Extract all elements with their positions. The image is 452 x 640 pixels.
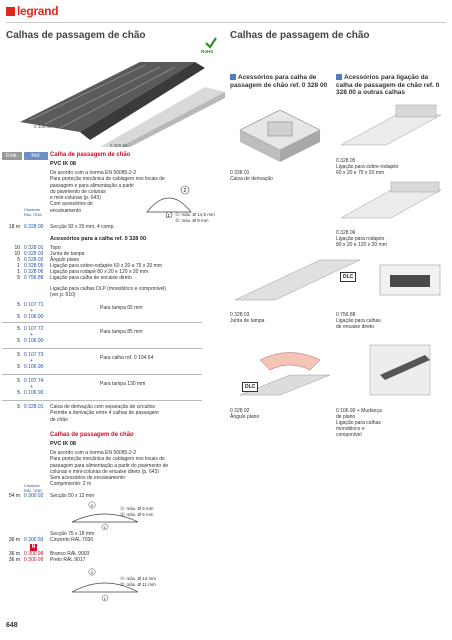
table-row-desc: Ligação para calha de encaixe direto [50,275,132,281]
table-row-ref: 0 328 03 [24,251,44,257]
caption-0-328-05: 0 328 05 Ligação para sobre-rodapés 60 x 20 e 75 x 20 mm [336,158,399,176]
table-row-emb: 5 [17,326,20,332]
section1-color-note: Cinzento RAL 7016 [24,207,42,217]
table-row-desc: Ângulo plano [50,257,80,263]
table-row-ref: 0 756 88 [24,275,44,281]
table-row-ref: 0 107 73 [24,352,44,358]
table-row-desc: Para tampa 130 mm [100,381,146,387]
table-row-ref: 0 300 93 [24,537,44,543]
accessories-header-2: Acessórios para ligação da calha de passagem de chão ref. 0 328 00 a outras calhas [336,74,440,96]
table-row-emb: 5 [17,364,20,370]
legrand-logo-mark [6,7,15,16]
svg-text:1: 1 [103,596,106,601]
table-row-desc: Junta de tampa [50,251,85,257]
table-row-desc: Secção 50 x 12 mm [50,493,95,499]
header-rule [6,22,446,23]
table-row-ref: 0 300 99 [24,557,44,563]
photo-label-ref-a: 0 328 00 [34,124,52,129]
dlc-label: DLC [340,272,356,282]
table-row-emb: 36 m [8,551,20,557]
table-row-ref: 0 328 06 [24,269,44,275]
section3-color-note: Cinzento RAL 7030 [24,483,42,493]
table-row-emb: 5 [17,404,20,410]
table-row-emb: 5 [17,378,20,384]
table-row-ref: 0 107 74 [24,378,44,384]
caption-0-756-88: 0 756 88 Ligação para calhas de encaixe direto [336,312,381,330]
table-row-desc: Caixa de derivação com separação de circuitos Permite a derivação entre 4 calhas de passagem de chão [50,404,159,423]
plus-sign: + [30,308,33,314]
table-row-ref: 0 106 90 [24,314,44,320]
table-row-emb: 5 [17,257,20,263]
section1-sub: PVC IK 08 [50,161,76,167]
table-row-emb: 54 m [8,493,20,499]
blue-square-icon [336,74,342,80]
table-row-emb: 5 [17,314,20,320]
brand-logo: legrand [17,4,59,18]
dlp-note: Ligação para calhas DLP (monobloco e componível) (ver p. 610) [50,286,167,299]
table-row-emb: 10 [14,245,20,251]
table-row-emb: 36 m [8,537,20,543]
rohs-check-icon [205,36,217,50]
table-row-desc: Ligação para sobre-rodapés 60 x 20 e 75 x 20 mm [50,263,163,269]
skirting-connection-image-2 [336,178,446,228]
table-row-desc: Preto RAL 9017 [50,557,86,563]
cover-joint-image [230,245,445,310]
table-row-desc: Topo [50,245,61,251]
svg-text:1: 1 [103,525,106,530]
plus-sign: + [30,332,33,338]
section1-text: De acordo com a norma EN 50085-2-2 Para proteção mecânica de cablagem nos locais de passagem e para alimentação a partir do pavimento de colunas e mini-colunas (p. 643) Com acessórios de encaixamento [50,170,165,214]
flat-angle-image [230,335,445,405]
svg-text:2: 2 [90,570,93,575]
row-divider [2,322,202,323]
table-row-emb: 36 m [8,557,20,563]
table-row-emb: 1 [17,269,20,275]
row-divider [2,348,202,349]
dlc-label-2: DLC [242,382,258,392]
table-row-desc: Cinzento RAL 7030 [50,537,94,543]
page-number: 648 [6,622,18,629]
section3-title: Calhas de passagem de chão [50,432,134,438]
table-row-ref: 0 107 71 [24,302,44,308]
table-row-emb: 5 [17,275,20,281]
table-row-emb: 5 [17,338,20,344]
table-row-ref: 0 106 90 [24,390,44,396]
floor-duct-product-image [20,62,225,147]
plus-sign: + [30,358,33,364]
table-row-desc: Ligação para rodapé 80 x 20 e 120 x 20 mm [50,269,149,275]
table-row-emb: 18 m [8,224,20,230]
section3-text: De acordo com a norma EN 50085-2-2 Para proteção mecânica de cablagem nos locais de passagem para alimentação a partir do pavimento de colunas e mini-colunas de encaixe direto (p. 643) Sem acessórios de encaixamento Comprimento: 2 m [50,450,169,488]
table-row-desc: Secção 92 x 20 mm, 4 comp. [50,224,115,230]
table-row-ref: 0 106 90 [24,338,44,344]
caption-0-328-06: 0 328 06 Ligação para rodapés 80 x 20 e 120 x 20 mm [336,230,387,248]
col-header-emb: Emb. [2,152,22,160]
section3-dims-2: ①: máx. Ø 14 mm ②: máx. Ø 11 mm [120,576,157,587]
section1-title: Calha de passagem de chão [50,152,131,158]
table-row-emb: 5 [17,302,20,308]
table-row-desc: Para tampa 65 mm [100,305,143,311]
table-row-ref: 0 106 90 [24,364,44,370]
caption-0-328-01: 0 328 01 Caixa de derivação [230,170,273,182]
row-divider [2,374,202,375]
section3-sub: PVC IK 08 [50,441,76,447]
caption-0-328-02: 0 328 02 Ângulo plano [230,408,260,420]
svg-text:2: 2 [90,503,93,508]
table-row-emb: 1 [17,263,20,269]
section1-dims: ①: máx. Ø 14,5 mm ②: máx. Ø 9 mm [175,212,215,223]
table-row-ref: 0 300 92 [24,493,44,499]
table-row-emb: 10 [14,251,20,257]
svg-text:2: 2 [183,188,187,194]
table-row-ref: 0 328 01 [24,404,44,410]
blue-square-icon [230,74,236,80]
table-row-ref: 0 328 02 [24,257,44,263]
section3-dims-1: ①: máx. Ø 9 mm ②: máx. Ø 6 mm [120,506,154,517]
derivation-box-image [230,100,330,170]
table-row-desc: Branco RAL 9003 [50,551,90,557]
table-row-ref: 0 328 01 [24,245,44,251]
plus-sign: + [30,384,33,390]
table-row-desc: Para tampa 85 mm [100,329,143,335]
caption-0-106-90: 0 106 90 + Mudança de plano Ligação para calhas monobloco e componível [336,408,382,438]
table-row-ref: 0 328 05 [24,263,44,269]
table-row-emb: 5 [17,352,20,358]
new-badge: N [31,544,36,550]
table-row-ref: 0 107 72 [24,326,44,332]
section2-title: Acessórios para a calha ref. 0 328 00 [50,236,147,242]
skirting-connection-image-1 [336,100,446,160]
svg-text:1: 1 [167,213,171,218]
page-title-right: Calhas de passagem de chão [230,30,370,41]
photo-label-ref-b: 0 300 92 [110,143,128,148]
section3-sec2: Secção 75 x 18 mm [50,531,95,537]
table-row-desc: Para calha ref. 0 104 64 [100,355,154,361]
rohs-label: RoHS [201,49,214,54]
row-divider [2,400,202,401]
col-header-ref: Ref. [24,152,48,160]
table-row-ref: 0 300 98 [24,551,44,557]
caption-0-328-03: 0 328 03 Junta de tampa [230,312,265,324]
page-title-left: Calhas de passagem de chão [6,30,146,41]
accessories-header-1: Acessórios para calha de passagem de chão ref. 0 328 00 [230,74,328,89]
table-row-emb: 5 [17,390,20,396]
table-row-ref: 0 328 00 [24,224,44,230]
